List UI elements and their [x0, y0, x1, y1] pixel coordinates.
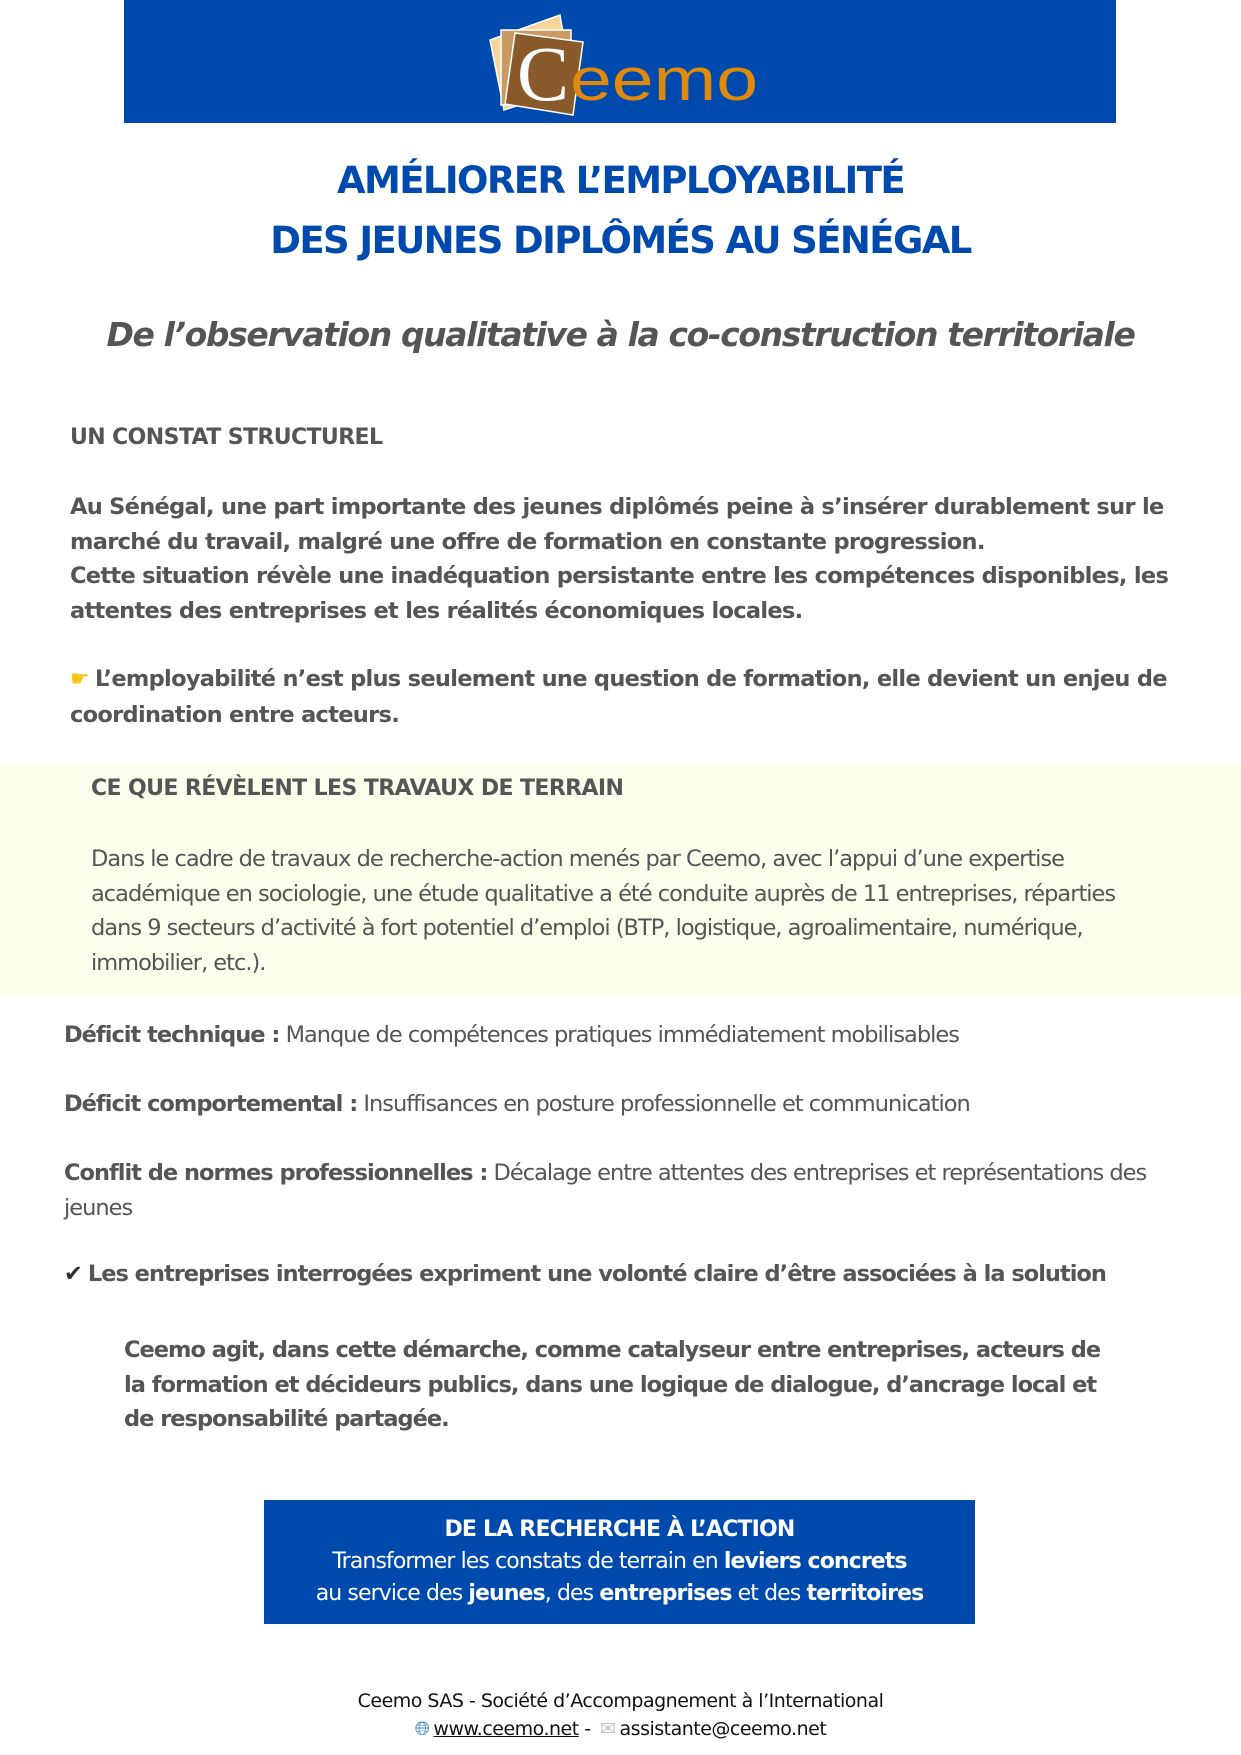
- cta-line-1: [264, 1546, 975, 1578]
- cta-title: DE LA RECHERCHE À L’ACTION: [444, 1517, 795, 1542]
- envelope-icon: ✉: [600, 1718, 616, 1740]
- finding-label: Déficit technique :: [64, 1022, 280, 1048]
- footer-separator: -: [578, 1718, 597, 1740]
- finding-item: [64, 1018, 1174, 1053]
- page-title: [0, 151, 1241, 271]
- section-heading-terrain: CE QUE RÉVÈLENT LES TRAVAUX DE TERRAIN: [91, 776, 624, 801]
- finding-text: Décalage entre attentes des entreprises et représentations des jeunes: [64, 1160, 1147, 1221]
- logo-wordmark: eemo: [570, 46, 758, 113]
- finding-label: Conflit de normes professionnelles :: [64, 1160, 488, 1186]
- cta-box: [264, 1500, 975, 1624]
- website-link[interactable]: www.ceemo.net: [433, 1718, 579, 1740]
- logo-initial: C: [517, 30, 570, 117]
- companies-engagement-text: Les entreprises interrogées expriment une volonté claire d’être associées à la solution: [87, 1261, 1106, 1287]
- cta-line-2: [264, 1578, 975, 1610]
- ceemo-role-paragraph: Ceemo agit, dans cette démarche, comme catalyseur entre entreprises, acteurs de la formation et décideurs publics, dans une logique de dialogue, d’ancrage local et de responsabilité partagée.: [124, 1337, 1101, 1432]
- page-title-line-2: DES JEUNES DIPLÔMÉS AU SÉNÉGAL: [270, 219, 971, 262]
- page-title-line-1: AMÉLIORER L’EMPLOYABILITÉ: [336, 159, 905, 202]
- page-subtitle: De l’observation qualitative à la co-construction territoriale: [106, 315, 1135, 354]
- cta-emphasis-levers: leviers concrets: [723, 1549, 907, 1574]
- cta-line-2-sep-1: , des: [544, 1581, 600, 1606]
- cta-emphasis-companies: entreprises: [599, 1581, 732, 1606]
- finding-item: [64, 1087, 1174, 1122]
- constat-body: [70, 490, 1180, 628]
- cta-line-2-sep-2: et des: [731, 1581, 807, 1606]
- constat-paragraph-1: Au Sénégal, une part importante des jeunes diplômés peine à s’insérer durablement sur le marché du travail, malgré une offre de formation en constante progression.: [70, 494, 1164, 555]
- email-address[interactable]: assistante@ceemo.net: [619, 1718, 827, 1740]
- cta-emphasis-youth: jeunes: [468, 1581, 545, 1606]
- cta-line-2-text: au service des: [315, 1581, 469, 1606]
- footer-company: Ceemo SAS - Société d’Accompagnement à l’International: [357, 1690, 884, 1712]
- cta-emphasis-territories: territoires: [806, 1581, 924, 1606]
- terrain-body: Dans le cadre de travaux de recherche-action menés par Ceemo, avec l’appui d’une expertise académique en sociologie, une étude qualitative a été conduite auprès de 11 entreprises, réparties dans 9 secteurs d’activité à fort potentiel d’emploi (BTP, logistique, agroalimentaire, numérique, immobilier, etc.).: [91, 846, 1116, 976]
- globe-icon: 🌐︎: [414, 1718, 430, 1740]
- logo-graphic: [358, 8, 758, 118]
- finding-label: Déficit comportemental :: [64, 1091, 358, 1117]
- constat-callout: [70, 662, 1180, 732]
- finding-text: Insuffisances en posture professionnelle et communication: [363, 1091, 970, 1117]
- cta-line-1-text: Transformer les constats de terrain en: [332, 1549, 724, 1574]
- ceemo-logo: [358, 8, 758, 118]
- constat-paragraph-2: Cette situation révèle une inadéquation persistante entre les compétences disponibles, les attentes des entreprises et les réalités économiques locales.: [70, 563, 1169, 624]
- finding-item: [64, 1156, 1174, 1225]
- finding-text: Manque de compétences pratiques immédiatement mobilisables: [285, 1022, 959, 1048]
- pointing-hand-icon: ☛: [70, 667, 90, 692]
- constat-callout-text: L’employabilité n’est plus seulement une question de formation, elle devient un enjeu de coordination entre acteurs.: [70, 666, 1167, 728]
- footer-contact: [0, 1718, 1241, 1740]
- companies-engagement-statement: [64, 1257, 1194, 1292]
- checkmark-icon: ✔: [64, 1261, 82, 1287]
- section-heading-constat: UN CONSTAT STRUCTUREL: [70, 425, 383, 450]
